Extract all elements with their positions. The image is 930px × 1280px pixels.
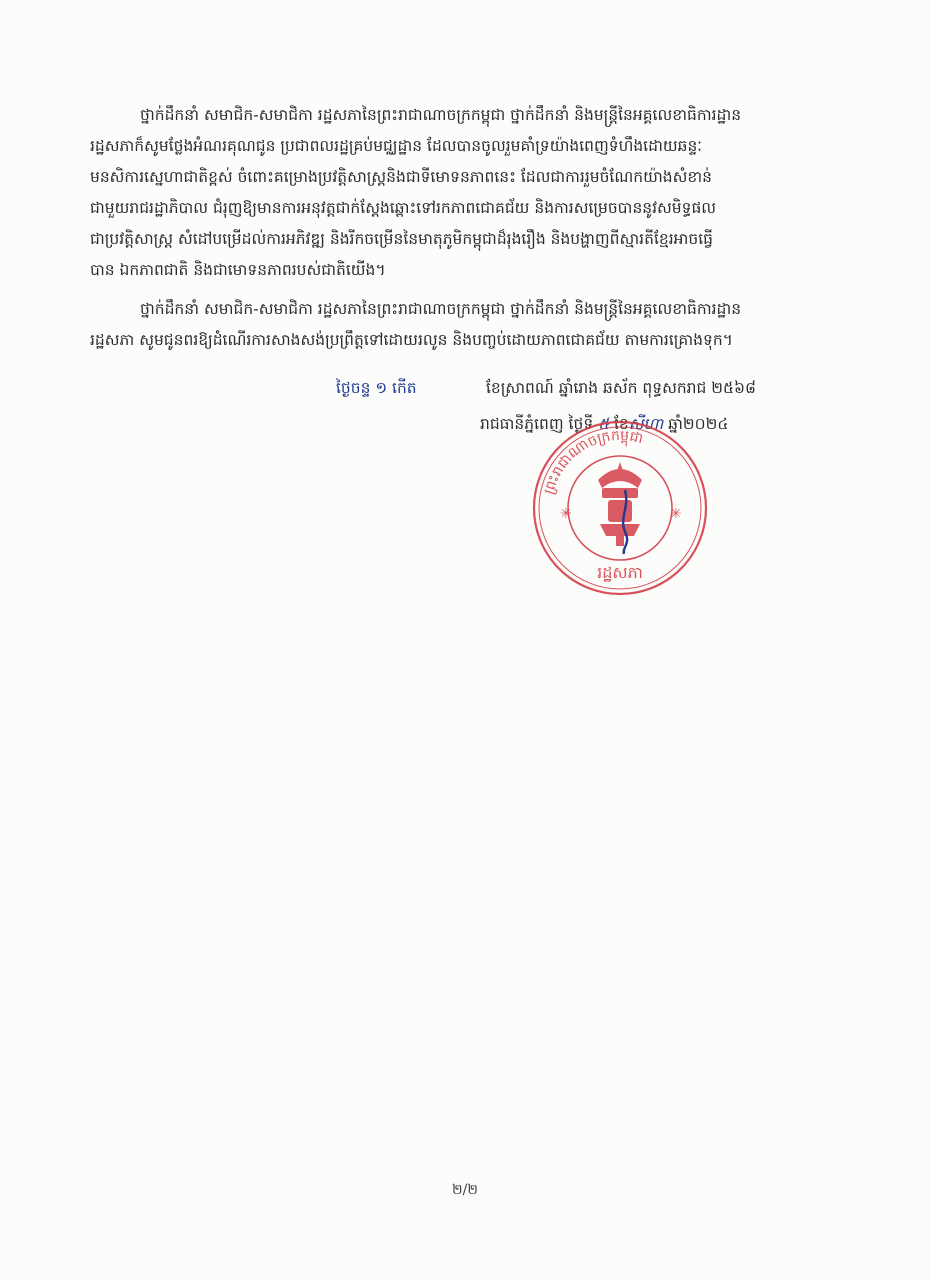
paragraph-wishes (90, 294, 840, 356)
paragraph-line: ជាប្រវត្តិសាស្ត្រ សំដៅបម្រើដល់ការអភិវឌ្ឍ និងរីកចម្រើននៃមាតុភូមិកម្ពុជាដ៏រុងរឿង និងបង្ហាញពីស្មារតីខ្មែរអាចធ្វើ (90, 230, 713, 248)
paragraph-thanks (90, 100, 840, 286)
paragraph-line: រដ្ឋសភាក៏សូមថ្លែងអំណរគុណជូន ប្រជាពលរដ្ឋគ្រប់មជ្ឈដ្ឋាន ដែលបានចូលរួមគាំទ្រយ៉ាងពេញទំហឹងដោយឆន្ទៈ (90, 137, 703, 155)
lunar-day: ថ្ងៃចន្ទ ១ កើត (336, 379, 417, 397)
month-name: សីហា (628, 415, 664, 433)
paragraph-line: ថ្នាក់ដឹកនាំ សមាជិក-សមាជិកា រដ្ឋសភានៃព្រះរាជាណាចក្រកម្ពុជា ថ្នាក់ដឹកនាំ និងមន្ត្រីនៃអគ្គលេខាធិការដ្ឋាន (140, 106, 742, 124)
paragraph-line: បាន ឯកភាពជាតិ និងជាមោទនភាពរបស់ជាតិយើង។ (90, 261, 386, 279)
day-number: ៥ (598, 415, 610, 433)
official-seal-stamp (530, 418, 710, 598)
paragraph-line: រដ្ឋសភា សូមជូនពរឱ្យដំណើរការសាងសង់ប្រព្រឹត្តទៅដោយរលូន និងបញ្ចប់ដោយភាពជោគជ័យ តាមការគ្រោងទុក។ (90, 331, 733, 349)
paragraph-line: មនសិការស្នេហាជាតិខ្ពស់ ចំពោះគម្រោងប្រវត្តិសាស្ត្រនិងជាទីមោទនភាពនេះ ដែលជាការរួមចំណែកយ៉ាងសំខាន់ (90, 168, 712, 186)
star-icon: ✳ (560, 506, 572, 522)
lunar-date-line (336, 378, 836, 401)
page-number: ២/២ (452, 1182, 478, 1198)
seal-emblem-icon (598, 462, 642, 546)
paragraph-line: ថ្នាក់ដឹកនាំ សមាជិក-សមាជិកា រដ្ឋសភានៃព្រះរាជាណាចក្រកម្ពុជា ថ្នាក់ដឹកនាំ និងមន្ត្រីនៃអគ្គលេខាធិការដ្ឋាន (140, 300, 742, 318)
seal-bottom-text: រដ្ឋសភា (597, 563, 643, 582)
place-prefix: រាជធានីភ្នំពេញ ថ្ងៃទី (480, 415, 594, 433)
body-text (90, 100, 840, 364)
lunar-month-year: ខែស្រាពណ៍ ឆ្នាំរោង ឆស័ក ពុទ្ធសករាជ ២៥៦៨ (486, 379, 756, 397)
month-prefix: ខែ (614, 415, 629, 433)
star-icon: ✳ (670, 506, 682, 522)
seal-ring-text: ព្រះរាជាណាចក្រកម្ពុជា (541, 427, 645, 497)
year-text: ឆ្នាំ២០២៤ (668, 415, 729, 433)
paragraph-line: ជាមួយរាជរដ្ឋាភិបាល ជំរុញឱ្យមានការអនុវត្តជាក់ស្តែងឆ្ពោះទៅរកភាពជោគជ័យ និងការសម្រេចបាននូវសមិទ្ធផល (90, 199, 717, 217)
